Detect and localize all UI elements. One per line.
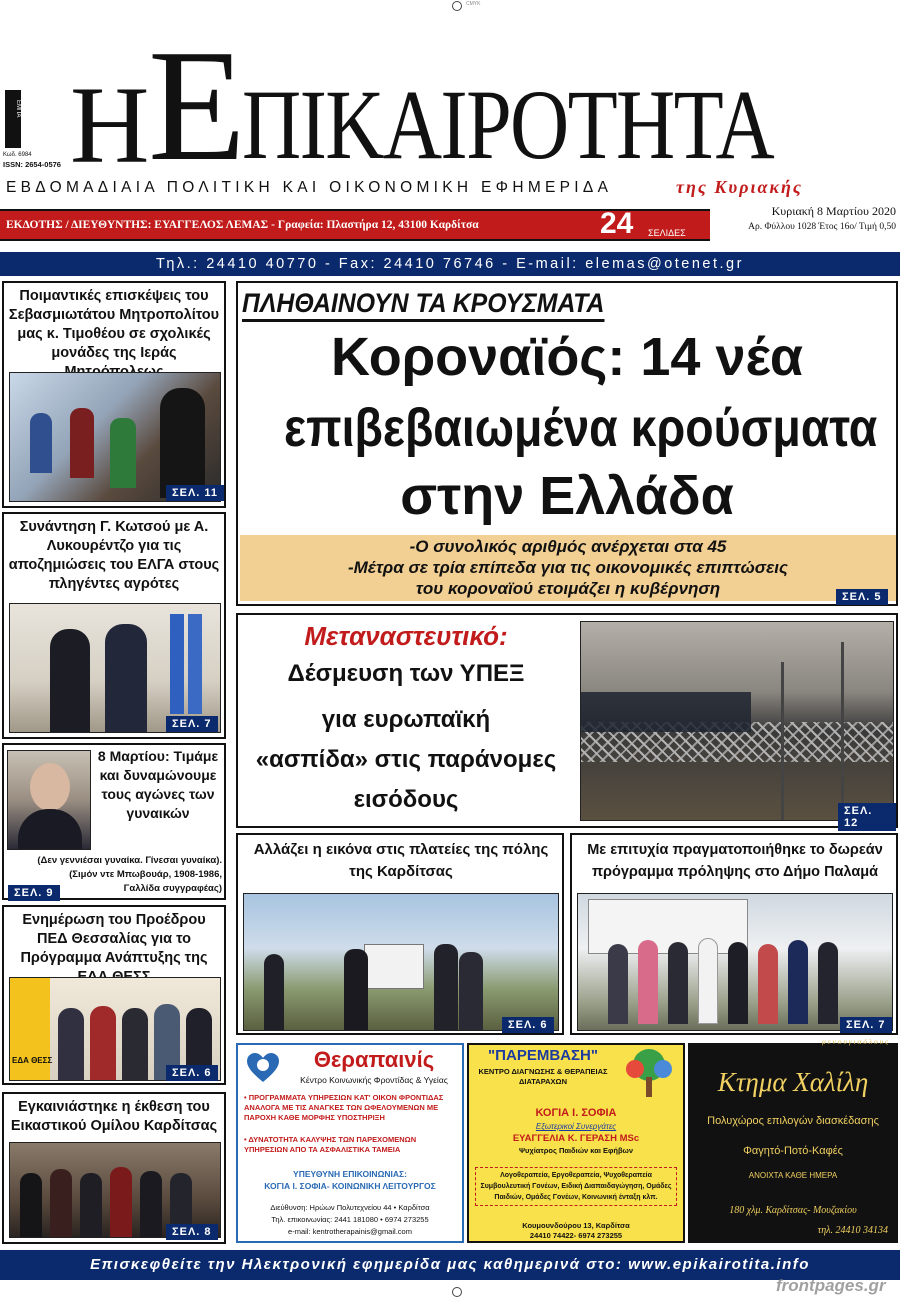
masthead-title: ΠΙΚΑΙΡΟΤΗΤΑ [242, 69, 774, 180]
story-title: Αλλάζει η εικόνα στις πλατείες της πόλης της Καρδίτσας [253, 841, 549, 880]
ad-ktima-line-1: Πολυχώρος επιλογών διασκέδασης [707, 1115, 879, 1127]
ad-therapy-subtitle: Κέντρο Κοινωνικής Φροντίδας & Υγείας [300, 1075, 448, 1085]
ad-therapy-contact-name: ΚΟΓΙΑ Ι. ΣΟΦΙΑ- ΚΟΙΝΩΝΙΚΗ ΛΕΙΤΟΥΡΓΟΣ [264, 1181, 436, 1191]
ad-therapy-title: Θεραπαινίς [313, 1047, 435, 1072]
ad-therapy-contact-title: ΥΠΕΥΘΥΝΗ ΕΠΙΚΟΙΝΩΝΙΑΣ: [293, 1169, 407, 1179]
issue-date: Κυριακή 8 Μαρτίου 2020 [771, 204, 896, 218]
ad-paremvasi-phone: 24410 74422- 6974 273255 [529, 1231, 623, 1240]
masthead-sunday: της Κυριακής [676, 177, 803, 197]
ad-paremvasi-partner-role: Ψυχίατρος Παιδιών και Εφήβων [518, 1146, 634, 1155]
photo-border-fence [580, 621, 894, 821]
publisher-bar [0, 209, 710, 241]
ad-paremvasi-address: Κουμουνδούρου 13, Καρδίτσα [522, 1221, 630, 1230]
migration-line-1: Δέσμευση των ΥΠΕΞ [287, 660, 525, 687]
quote-text: (Δεν γεννιέσαι γυναίκα. Γίνεσαι γυναίκα). [37, 855, 222, 866]
lead-bullet-3: του κοροναϊού ετοιμάζει η κυβέρνηση [415, 579, 721, 598]
lead-story[interactable] [236, 281, 898, 606]
story-title: Ενημέρωση του Προέδρου ΠΕΔ Θεσσαλίας για το Πρόγραμμα Ανάπτυξης της [20, 912, 208, 966]
ad-therapainis[interactable] [236, 1043, 464, 1243]
publisher-text: ΕΚΔΟΤΗΣ / ΔΙΕΥΘΥΝΤΗΣ: ΕΥΑΓΓΕΛΟΣ ΛΕΜΑΣ - Γραφεία: Πλαστήρα 12, 43100 Καρδίτσα [6, 219, 479, 231]
photo-meeting [9, 603, 221, 733]
ad-ktima-title: Κτημα Χαλίλη [717, 1067, 869, 1097]
story-eda-thess[interactable] [2, 905, 226, 1085]
ad-therapy-bullet-2: • ΔΥΝΑΤΟΤΗΤΑ ΚΑΛΥΨΗΣ ΤΩΝ ΠΑΡΕΧΟΜΕΝΩΝ ΥΠΗΡΕΣΙΩΝ ΑΠΟ ΤΑ ΑΣΦΑΛΙΣΤΙΚΑ ΤΑΜΕΙΑ [244, 1135, 417, 1154]
pages-label: ΣΕΛΙΔΕΣ [648, 228, 686, 238]
ad-ktima-line-4: 180 χλμ. Καρδίτσας- Μουζακίου [729, 1205, 857, 1216]
ad-ktima-line-3: ΑΝΟΙΧΤΑ ΚΑΘΕ ΗΜΕΡΑ [748, 1171, 838, 1180]
page-ref-badge: ΣΕΛ. 7 [166, 716, 218, 732]
ad-paremvasi-title: "ΠΑΡΕΜΒΑΣΗ" [488, 1047, 598, 1064]
cmyk-label: CMYK [466, 1, 481, 7]
ad-therapy-email: e-mail: kentrotherapainis@gmail.com [288, 1227, 412, 1236]
ad-paremvasi-services: Λογοθεραπεία, Εργοθεραπεία, Ψυχοθεραπεία Συμβουλευτική Γονέων, Ειδική Διαπαιδαγώγηση, Ομάδες Παιδιών, Ομάδες Γονέων, Κοινωνική ένταξη κλπ. [475, 1167, 677, 1206]
migration-line-4: εισόδους [353, 786, 459, 813]
code-label: Κωδ. 6984 [3, 152, 32, 158]
photo-school-visit [9, 372, 221, 502]
story-title: 8 Μαρτίου: Τιμάμε και δυναμώνουμε τους αγώνες των γυναικών [97, 748, 219, 821]
page-ref-badge: ΣΕΛ. 11 [166, 485, 224, 501]
ad-ktima-line-2: Φαγητό-Ποτό-Καφές [743, 1145, 843, 1157]
page-ref-badge: ΣΕΛ. 8 [166, 1224, 218, 1240]
story-pastoral-visits[interactable] [2, 281, 226, 508]
lead-kicker: ΠΛΗΘΑΙΝΟΥΝ ΤΑ ΚΡΟΥΣΜΑΤΑ [242, 287, 604, 322]
masthead-initial: Ε [148, 16, 246, 194]
ad-ktima-phone: τηλ. 24410 34134 [817, 1225, 888, 1236]
story-title: Συνάντηση Γ. Κωτσού με Α. Λυκουρέντζο για τις αποζημιώσεις του ΕΛΓΑ στους πληγέντες αγρότες [8, 519, 220, 592]
ad-ktima-top: μ ε ν ο υ γ ι α ό λ ο υ ς [822, 1037, 888, 1046]
lead-headline-1: Κοροναϊός: 14 νέα [330, 327, 804, 387]
registration-mark-top [452, 1, 462, 11]
issue-number: Αρ. Φύλλου 1028 Έτος 16ο/ Τιμή 0,50 [748, 222, 896, 232]
story-migration[interactable] [236, 613, 898, 828]
heart-hands-icon [244, 1049, 282, 1087]
ad-therapy-address: Διεύθυνση: Ηρώων Πολυτεχνείου 44 • Καρδίτσα [270, 1203, 430, 1212]
quote-attribution: (Σιμόν ντε Μπωβουάρ, 1908-1986, Γαλλίδα συγγραφέας) [69, 869, 222, 894]
migration-line-2: για ευρωπαϊκή [321, 706, 491, 733]
story-title: Ποιμαντικές επισκέψεις του Σεβασμιωτάτου Μητροπολίτου μας κ. Τιμοθέου σε σχολικές μονάδες της Ιεράς [8, 288, 220, 361]
pages-number: 24 [600, 207, 634, 240]
story-womens-day[interactable] [2, 743, 226, 900]
story-kotsos-meeting[interactable] [2, 512, 226, 739]
story-palamas-prevention[interactable] [570, 833, 898, 1035]
lead-bullets-panel [240, 535, 896, 601]
registration-mark-bottom [452, 1287, 462, 1297]
ad-paremvasi[interactable] [467, 1043, 685, 1243]
photo-square-works [243, 893, 559, 1031]
story-art-exhibition[interactable] [2, 1092, 226, 1244]
photo-columnist [7, 750, 91, 850]
story-city-squares[interactable] [236, 833, 564, 1035]
ad-therapy-bullet-1: • ΠΡΟΓΡΑΜΜΑΤΑ ΥΠΗΡΕΣΙΩΝ ΚΑΤ' ΟΙΚΟΝ ΦΡΟΝΤΙΔΑΣ ΑΝΑΛΟΓΑ ΜΕ ΤΙΣ ΑΝΑΓΚΕΣ ΤΩΝ ΩΦΕΛΟΥΜΕΝΩΝ ΜΕ ΠΑΡΟΧΗ ΚΑΘΕ ΜΟΡΦΗΣ ΥΠΟΣΤΗΡΙΞΗ [244, 1093, 444, 1122]
side-seal [5, 90, 21, 148]
story-title: Με επιτυχία πραγματοποιήθηκε το δωρεάν πρόγραμμα πρόληψης στο Δήμο Παλαμά [587, 842, 883, 880]
ad-ktima-chalili[interactable] [688, 1037, 898, 1243]
ad-paremvasi-partners-label: Εξωτερικοί Συνεργάτες [535, 1122, 617, 1131]
watermark: frontpages.gr [776, 1276, 886, 1295]
contact-bar [0, 252, 900, 276]
ad-paremvasi-name: ΚΟΓΙΑ Ι. ΣΟΦΙΑ [535, 1107, 617, 1119]
page-ref-badge: ΣΕΛ. 9 [8, 885, 60, 901]
side-seal-text: ΕΜΠΑ [15, 100, 21, 118]
lead-headline-3: στην Ελλάδα [400, 466, 734, 526]
ad-therapy-phone: Τηλ. επικοινωνίας: 2441 181080 • 6974 273255 [271, 1215, 429, 1224]
masthead-subtitle: ΕΒΔΟΜΑΔΙΑΙΑ ΠΟΛΙΤΙΚΗ ΚΑΙ ΟΙΚΟΝΟΜΙΚΗ ΕΦΗΜΕΡΙΔΑ [6, 179, 613, 196]
page-ref-badge: ΣΕΛ. 7 [840, 1017, 892, 1033]
issn-label: ISSN: 2654-0576 [3, 160, 61, 169]
ad-paremvasi-subtitle: ΚΕΝΤΡΟ ΔΙΑΓΝΩΣΗΣ & ΘΕΡΑΠΕΙΑΣ ΔΙΑΤΑΡΑΧΩΝ [478, 1067, 608, 1086]
page-ref-badge: ΣΕΛ. 6 [166, 1065, 218, 1081]
lead-headline-2: επιβεβαιωμένα κρούσματα [284, 398, 878, 458]
photo-health-unit [577, 893, 893, 1031]
masthead-prefix: Η [70, 64, 150, 186]
page-ref-badge: ΣΕΛ. 5 [836, 589, 888, 605]
lead-bullet-1: -Ο συνολικός αριθμός ανέρχεται στα 45 [409, 537, 727, 556]
footer-text: Επισκεφθείτε την Ηλεκτρονική εφημερίδα μας καθημερινά στο: www.epikairotita.info [90, 1256, 810, 1273]
story-title: Εγκαινιάστηκε η έκθεση του Εικαστικού Ομίλου Καρδίτσας [10, 1099, 218, 1134]
footer-bar[interactable] [0, 1250, 900, 1280]
migration-line-3: «ασπίδα» στις παράνομες [255, 746, 557, 773]
contact-text: Τηλ.: 24410 40770 - Fax: 24410 76746 - E-mail: elemas@otenet.gr [156, 256, 744, 272]
migration-kicker: Μεταναστευτικό: [304, 621, 508, 651]
page-ref-badge: ΣΕΛ. 12 [838, 803, 896, 831]
ad-paremvasi-partner: ΕΥΑΓΓΕΛΙΑ Κ. ΓΕΡΑΣΗ MSc [512, 1133, 640, 1144]
lead-bullet-2: -Μέτρα σε τρία επίπεδα για τις οικονομικές επιπτώσεις [348, 558, 788, 577]
page-ref-badge: ΣΕΛ. 6 [502, 1017, 554, 1033]
eda-banner-text: ΕΔΑ ΘΕΣΣ [12, 1056, 53, 1065]
tree-people-icon [619, 1047, 679, 1101]
